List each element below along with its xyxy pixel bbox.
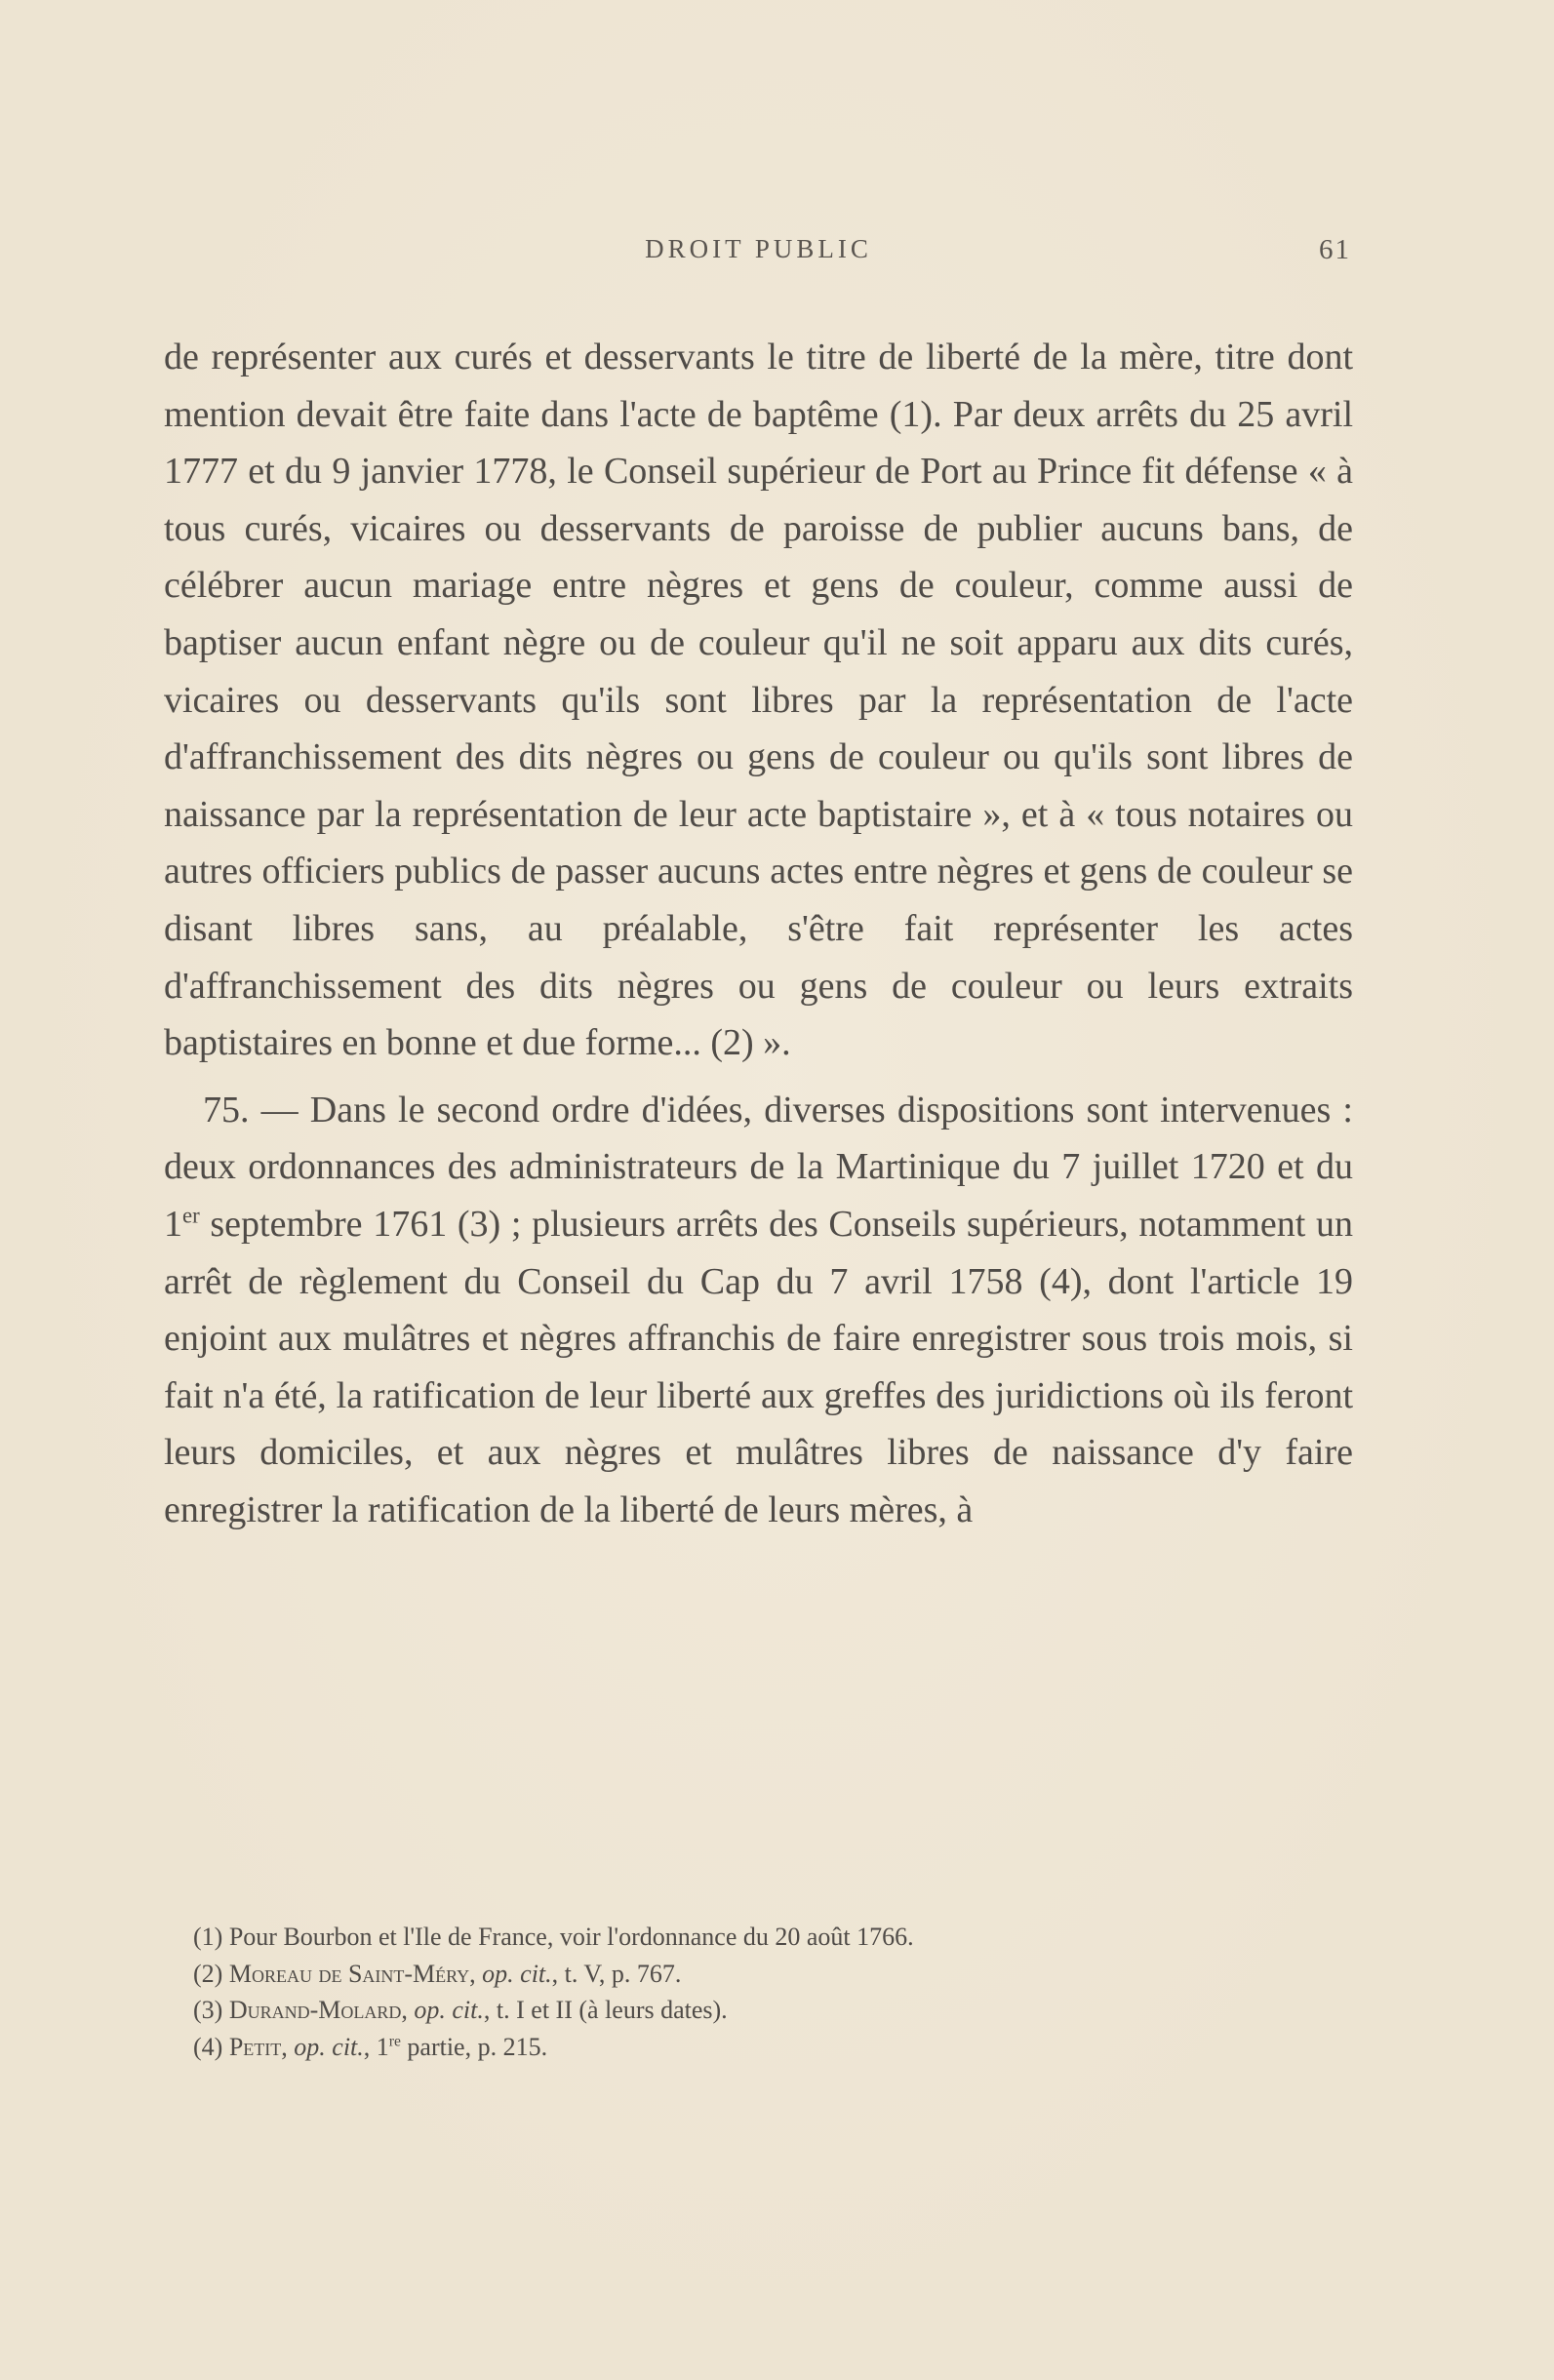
footnote-1 (193, 1919, 1354, 1956)
footnote-marker: (4) (193, 2032, 223, 2061)
paragraph-75-text-b: septembre 1761 (3) ; plusieurs arrêts des Conseils supérieurs, notamment un arrêt de règlement du Conseil du Cap du 7 avril 1758 (4), dont l'article 19 enjoint aux mulâtres et nègres affranchis de faire enregistrer sous trois mois, si fait n'a été, la ratification de leur liberté aux greffes des juridictions où ils feront leurs domiciles, et aux nègres et mulâtres libres de naissance d'y faire enregistrer la ratification de la liberté de leurs mères, à (164, 1203, 1353, 1530)
paragraph-75-text-a: 75. — Dans le second ordre d'idées, diverses dispositions sont intervenues : deux ordonnances des administrateurs de la Martinique du 7 juillet 1720 et du 1 (164, 1089, 1353, 1245)
footnote-2 (193, 1956, 1354, 1993)
footnotes (193, 1919, 1354, 2065)
paragraph-75 (164, 1082, 1353, 1539)
footnote-rest: , t. I et II (à leurs dates). (483, 1996, 728, 2024)
footnote-rest: , t. V, p. 767. (551, 1959, 682, 1988)
footnote-4 (193, 2029, 1354, 2066)
footnote-rest: , 1 (363, 2032, 389, 2061)
body-text (164, 329, 1353, 1538)
footnote-ref: op. cit. (414, 1996, 484, 2024)
footnote-marker: (1) (193, 1923, 223, 1951)
footnote-text: Pour Bourbon et l'Ile de France, voir l'ordonnance du 20 août 1766. (228, 1923, 914, 1951)
footnote-marker: (2) (193, 1959, 223, 1988)
footnote-ref: op. cit. (294, 2032, 364, 2061)
paragraph-continued: de représenter aux curés et desservants le titre de liberté de la mère, titre dont mention devait être faite dans l'acte de baptême (1). Par deux arrêts du 25 avril 1777 et du 9 janvier 1778, le Conseil supérieur de Port au Prince fit défense « à tous curés, vicaires ou desservants de paroisse de publier aucuns bans, de célébrer aucun mariage entre nègres et gens de couleur, comme aussi de baptiser aucun enfant nègre ou de couleur qu'il ne soit apparu aux dits curés, vicaires ou desservants qu'ils sont libres par la représentation de l'acte d'affranchissement des dits nègres ou gens de couleur ou qu'ils sont libres de naissance par la représentation de leur acte baptistaire », et à « tous notaires ou autres officiers publics de passer aucuns actes entre nègres et gens de couleur se disant libres sans, au préalable, s'être fait représenter les actes d'affranchissement des dits nègres ou gens de couleur ou leurs extraits baptistaires en bonne et due forme... (2) ». (164, 337, 1353, 1064)
footnote-rest-end: partie, p. 215. (400, 2032, 548, 2061)
footnote-marker: (3) (193, 1996, 223, 2024)
footnote-ref: op. cit. (482, 1959, 552, 1988)
ordinal-superscript: re (388, 2032, 401, 2049)
footnote-author: Durand-Molard, (228, 1996, 408, 2024)
running-title: DROIT PUBLIC (645, 234, 872, 263)
running-head (166, 234, 1351, 273)
ordinal-superscript: er (182, 1203, 200, 1228)
footnote-3 (193, 1992, 1354, 2029)
page-number: 61 (1319, 234, 1351, 265)
footnote-author: Moreau de Saint-Méry, (228, 1959, 476, 1988)
footnote-author: Petit, (228, 2032, 288, 2061)
